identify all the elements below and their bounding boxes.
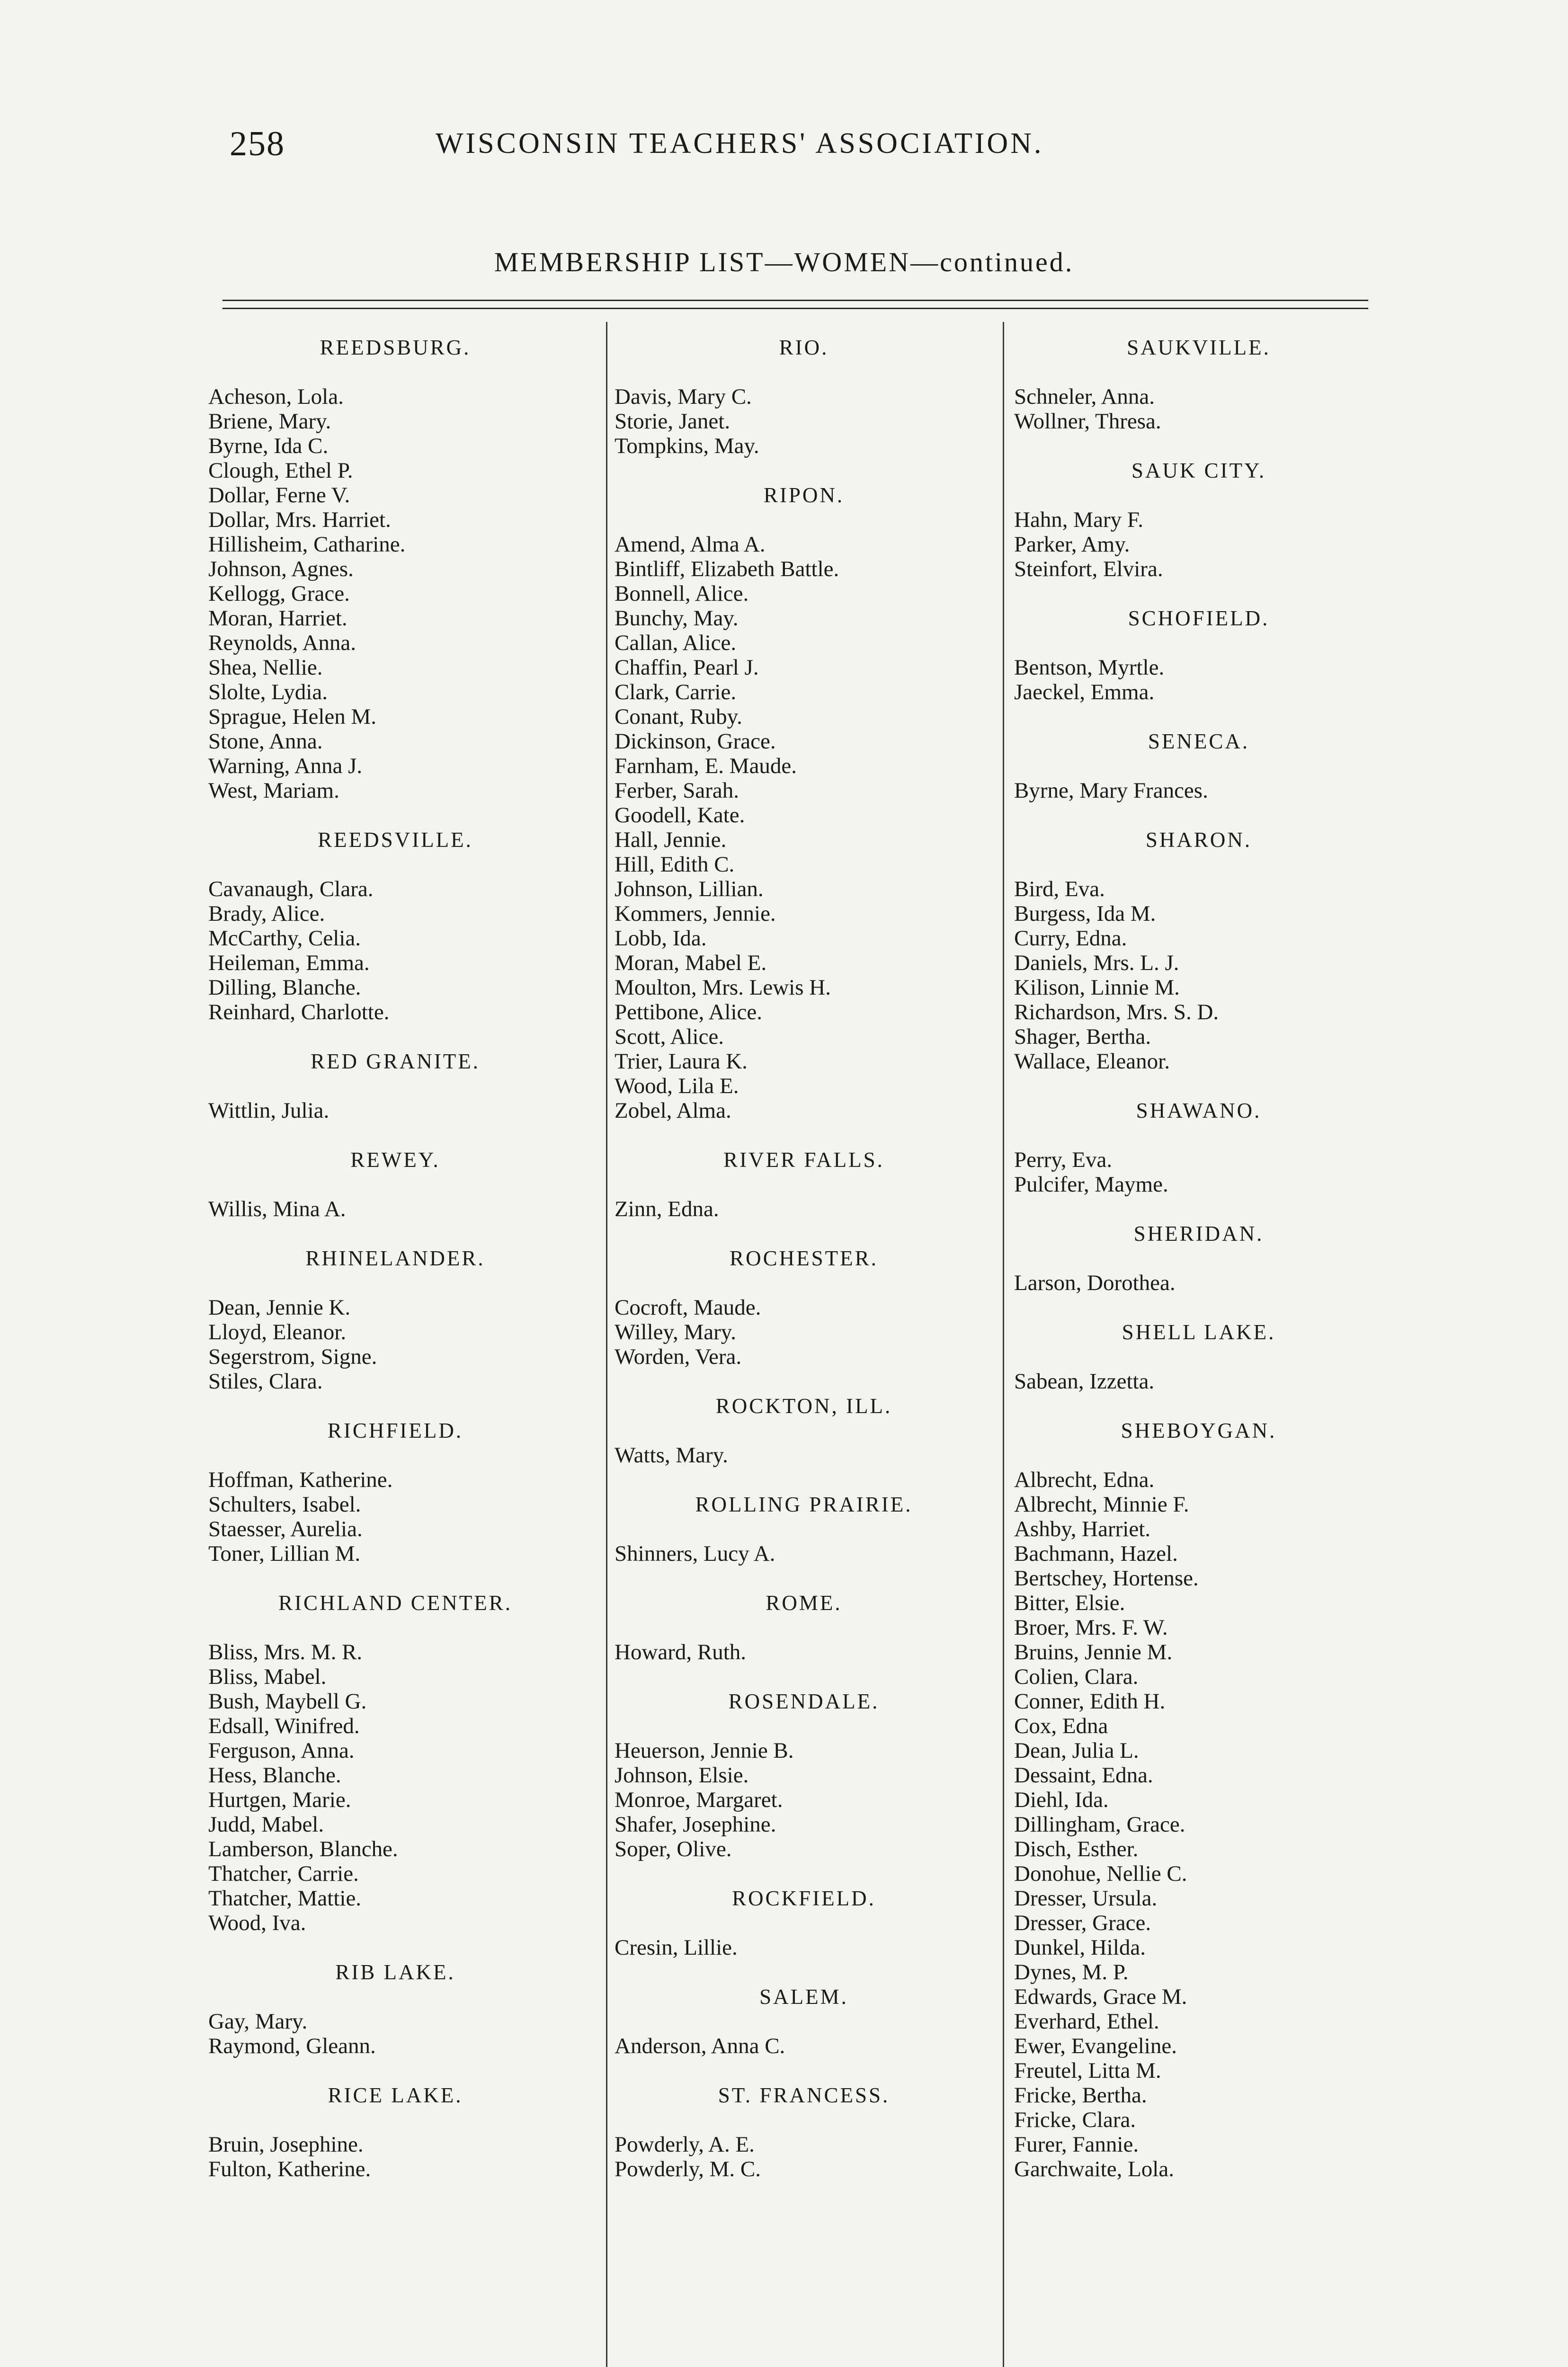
town-section (208, 335, 582, 803)
member-name: Willis, Mina A. (208, 1197, 346, 1221)
town-heading: RICE LAKE. (328, 2083, 463, 2107)
member-name: McCarthy, Celia. (208, 926, 361, 951)
member-name: Cavanaugh, Clara. (208, 877, 374, 901)
town-heading: ROCKTON, ILL. (715, 1394, 892, 1418)
town-heading: SCHOFIELD. (1128, 606, 1270, 630)
member-name: Dollar, Ferne V. (208, 483, 350, 507)
member-name: Dresser, Ursula. (1014, 1886, 1158, 1911)
town-heading: RICHLAND CENTER. (278, 1591, 512, 1615)
town-heading: RED GRANITE. (311, 1050, 480, 1073)
member-name: Worden, Vera. (615, 1344, 742, 1369)
town-section (1014, 1320, 1383, 1394)
town-section (208, 1418, 582, 1566)
member-name: Judd, Mabel. (208, 1812, 324, 1837)
town-heading: RIVER FALLS. (723, 1148, 884, 1172)
member-name: Powderly, M. C. (615, 2157, 761, 2181)
member-name: Ferguson, Anna. (208, 1738, 355, 1763)
member-name: Dollar, Mrs. Harriet. (208, 507, 391, 532)
town-section (1014, 828, 1383, 1074)
member-name: Heuerson, Jennie B. (615, 1738, 794, 1763)
member-name: Howard, Ruth. (615, 1640, 747, 1664)
town-section (1014, 729, 1383, 803)
member-name: Bliss, Mabel. (208, 1664, 327, 1689)
town-heading: SHELL LAKE. (1122, 1320, 1276, 1344)
member-name: Slolte, Lydia. (208, 680, 328, 704)
member-name: Toner, Lillian M. (208, 1541, 361, 1566)
member-name: Edwards, Grace M. (1014, 1984, 1187, 2009)
member-name: Fricke, Bertha. (1014, 2083, 1147, 2108)
member-name: Pettibone, Alice. (615, 1000, 762, 1024)
member-name: Powderly, A. E. (615, 2132, 755, 2157)
member-name: Sabean, Izzetta. (1014, 1369, 1155, 1394)
member-name: Anderson, Anna C. (615, 2034, 785, 2058)
member-name: Moulton, Mrs. Lewis H. (615, 975, 831, 1000)
town-heading: RICHFIELD. (327, 1419, 463, 1442)
member-name: Furer, Fannie. (1014, 2132, 1139, 2157)
member-name: Storie, Janet. (615, 409, 731, 434)
member-name: Lloyd, Eleanor. (208, 1320, 347, 1344)
town-section (208, 828, 582, 1024)
town-heading: ROCKFIELD. (732, 1886, 876, 1910)
town-section (615, 1246, 993, 1369)
member-name: Wood, Iva. (208, 1911, 306, 1935)
town-section (1014, 606, 1383, 704)
member-name: Lamberson, Blanche. (208, 1837, 398, 1861)
town-heading: RHINELANDER. (305, 1246, 485, 1270)
member-name: Reinhard, Charlotte. (208, 1000, 390, 1024)
member-name: Reynolds, Anna. (208, 631, 356, 655)
member-name: Bentson, Myrtle. (1014, 655, 1165, 680)
town-heading: RIB LAKE. (335, 1960, 455, 1984)
member-name: Briene, Mary. (208, 409, 331, 434)
member-name: Daniels, Mrs. L. J. (1014, 951, 1179, 975)
town-heading: SAUK CITY. (1131, 459, 1266, 482)
member-name: Bruins, Jennie M. (1014, 1640, 1173, 1664)
member-name: Byrne, Ida C. (208, 434, 329, 458)
member-name: Jaeckel, Emma. (1014, 680, 1155, 704)
member-name: Zinn, Edna. (615, 1197, 719, 1221)
member-name: Bonnell, Alice. (615, 581, 749, 606)
member-name: Heileman, Emma. (208, 951, 370, 975)
member-name: Conant, Ruby. (615, 704, 742, 729)
member-name: Johnson, Elsie. (615, 1763, 749, 1788)
town-heading: RIPON. (763, 483, 845, 507)
member-name: Callan, Alice. (615, 631, 737, 655)
member-name: Albrecht, Edna. (1014, 1468, 1155, 1492)
town-section (615, 483, 993, 1123)
member-name: Acheson, Lola. (208, 384, 344, 409)
member-name: Dresser, Grace. (1014, 1911, 1151, 1935)
column-2 (615, 335, 993, 2206)
town-heading: ROSENDALE. (728, 1690, 880, 1713)
member-name: Kommers, Jennie. (615, 901, 776, 926)
member-name: Bintliff, Elizabeth Battle. (615, 557, 839, 581)
member-name: Bachmann, Hazel. (1014, 1541, 1178, 1566)
town-section (615, 1984, 993, 2058)
heading-rule-lower (223, 308, 1368, 309)
member-name: Cocroft, Maude. (615, 1295, 761, 1320)
town-heading: ROME. (766, 1591, 842, 1615)
member-name: Stone, Anna. (208, 729, 323, 754)
member-name: Gay, Mary. (208, 2009, 308, 2034)
town-section (615, 1591, 993, 1664)
member-name: Schneler, Anna. (1014, 384, 1155, 409)
member-name: Chaffin, Pearl J. (615, 655, 759, 680)
town-section (208, 1246, 582, 1394)
member-name: Cox, Edna (1014, 1714, 1108, 1738)
member-name: Clark, Carrie. (615, 680, 737, 704)
member-name: Bertschey, Hortense. (1014, 1566, 1199, 1591)
town-heading: SENECA. (1148, 730, 1250, 753)
member-name: Larson, Dorothea. (1014, 1271, 1176, 1295)
town-heading: REWEY. (350, 1148, 440, 1172)
town-section (208, 2083, 582, 2181)
member-name: Wollner, Thresa. (1014, 409, 1161, 434)
member-name: Hess, Blanche. (208, 1763, 341, 1788)
column-1 (208, 335, 582, 2206)
town-heading: SHAWANO. (1136, 1099, 1262, 1122)
town-heading: SHERIDAN. (1133, 1222, 1264, 1246)
member-name: Ashby, Harriet. (1014, 1517, 1151, 1541)
member-name: Freutel, Litta M. (1014, 2058, 1161, 2083)
member-name: Wood, Lila E. (615, 1074, 739, 1098)
member-name: Diehl, Ida. (1014, 1788, 1109, 1812)
member-name: Bush, Maybell G. (208, 1689, 367, 1714)
town-section (615, 1492, 993, 1566)
member-name: Wallace, Eleanor. (1014, 1049, 1170, 1074)
member-name: Soper, Olive. (615, 1837, 732, 1861)
member-name: Zobel, Alma. (615, 1098, 731, 1123)
member-name: Thatcher, Mattie. (208, 1886, 362, 1911)
member-name: Monroe, Margaret. (615, 1788, 783, 1812)
town-section (208, 1148, 582, 1221)
member-name: Johnson, Lillian. (615, 877, 764, 901)
member-name: Bitter, Elsie. (1014, 1591, 1125, 1615)
member-name: Schulters, Isabel. (208, 1492, 361, 1517)
member-name: Goodell, Kate. (615, 803, 745, 828)
member-name: Hoffman, Katherine. (208, 1468, 393, 1492)
column-3 (1014, 335, 1383, 2206)
member-name: Wittlin, Julia. (208, 1098, 330, 1123)
member-name: Colien, Clara. (1014, 1664, 1139, 1689)
member-name: Bruin, Josephine. (208, 2132, 364, 2157)
column-divider-right (1003, 322, 1004, 2367)
member-name: Ewer, Evangeline. (1014, 2034, 1177, 2058)
member-name: Byrne, Mary Frances. (1014, 778, 1208, 803)
member-name: Moran, Harriet. (208, 606, 347, 631)
member-name: Dillingham, Grace. (1014, 1812, 1185, 1837)
town-heading: SHARON. (1145, 828, 1252, 852)
member-name: Edsall, Winifred. (208, 1714, 360, 1738)
member-name: Thatcher, Carrie. (208, 1861, 359, 1886)
member-name: Shinners, Lucy A. (615, 1541, 775, 1566)
member-name: Conner, Edith H. (1014, 1689, 1166, 1714)
town-section (615, 2083, 993, 2181)
heading-rule-upper (223, 300, 1368, 301)
member-name: Sprague, Helen M. (208, 704, 377, 729)
town-heading: ROCHESTER. (730, 1246, 878, 1270)
page-number: 258 (230, 125, 285, 163)
member-name: Steinfort, Elvira. (1014, 557, 1163, 581)
member-name: Fricke, Clara. (1014, 2108, 1136, 2132)
town-section (615, 1394, 993, 1468)
member-name: Broer, Mrs. F. W. (1014, 1615, 1168, 1640)
town-section (615, 1886, 993, 1960)
town-heading: RIO. (779, 336, 829, 359)
member-name: Dickinson, Grace. (615, 729, 776, 754)
town-heading: REEDSVILLE. (318, 828, 473, 852)
member-name: Parker, Amy. (1014, 532, 1130, 557)
town-section (1014, 335, 1383, 434)
member-name: Farnham, E. Maude. (615, 754, 797, 778)
member-name: Pulcifer, Mayme. (1014, 1172, 1168, 1197)
member-name: Ferber, Sarah. (615, 778, 739, 803)
member-name: Richardson, Mrs. S. D. (1014, 1000, 1219, 1024)
town-section (208, 1591, 582, 1935)
member-name: Hurtgen, Marie. (208, 1788, 351, 1812)
member-name: Cresin, Lillie. (615, 1935, 738, 1960)
town-heading: SAUKVILLE. (1127, 336, 1271, 359)
member-name: Burgess, Ida M. (1014, 901, 1156, 926)
town-section (1014, 1098, 1383, 1197)
member-name: Fulton, Katherine. (208, 2157, 371, 2181)
member-name: Disch, Esther. (1014, 1837, 1139, 1861)
member-name: Willey, Mary. (615, 1320, 736, 1344)
town-heading: SHEBOYGAN. (1121, 1419, 1277, 1442)
member-name: Dessaint, Edna. (1014, 1763, 1153, 1788)
member-name: Hillisheim, Catharine. (208, 532, 406, 557)
town-section (615, 335, 993, 458)
town-heading: ST. FRANCESS. (718, 2083, 890, 2107)
town-section (1014, 458, 1383, 581)
member-name: Lobb, Ida. (615, 926, 707, 951)
town-section (615, 1689, 993, 1861)
member-name: Curry, Edna. (1014, 926, 1127, 951)
member-name: Johnson, Agnes. (208, 557, 354, 581)
running-head: WISCONSIN TEACHERS' ASSOCIATION. (436, 127, 1044, 160)
member-name: Davis, Mary C. (615, 384, 752, 409)
member-name: Warning, Anna J. (208, 754, 363, 778)
member-name: Shager, Bertha. (1014, 1024, 1151, 1049)
member-name: Bunchy, May. (615, 606, 739, 631)
member-name: Perry, Eva. (1014, 1148, 1113, 1172)
town-section (208, 1960, 582, 2058)
member-name: Bird, Eva. (1014, 877, 1105, 901)
member-name: Hall, Jennie. (615, 828, 727, 852)
member-name: Watts, Mary. (615, 1443, 728, 1468)
member-name: Garchwaite, Lola. (1014, 2157, 1174, 2181)
member-name: Hill, Edith C. (615, 852, 735, 877)
member-name: Scott, Alice. (615, 1024, 724, 1049)
column-divider-left (606, 322, 607, 2367)
member-name: Amend, Alma A. (615, 532, 766, 557)
member-name: Segerstrom, Signe. (208, 1344, 377, 1369)
town-heading: ROLLING PRAIRIE. (695, 1493, 913, 1516)
town-heading: REEDSBURG. (320, 336, 471, 359)
town-section (1014, 1418, 1383, 2181)
member-name: Dunkel, Hilda. (1014, 1935, 1146, 1960)
town-section (615, 1148, 993, 1221)
member-name: Dilling, Blanche. (208, 975, 361, 1000)
member-name: Shea, Nellie. (208, 655, 323, 680)
member-name: Bliss, Mrs. M. R. (208, 1640, 363, 1664)
town-heading: SALEM. (759, 1985, 848, 2009)
member-name: Hahn, Mary F. (1014, 507, 1143, 532)
member-name: Donohue, Nellie C. (1014, 1861, 1187, 1886)
member-name: Albrecht, Minnie F. (1014, 1492, 1189, 1517)
member-name: Kellogg, Grace. (208, 581, 350, 606)
member-name: Kilison, Linnie M. (1014, 975, 1180, 1000)
member-name: Dean, Julia L. (1014, 1738, 1139, 1763)
member-name: Staesser, Aurelia. (208, 1517, 363, 1541)
member-name: Dynes, M. P. (1014, 1960, 1129, 1984)
member-name: Clough, Ethel P. (208, 458, 353, 483)
town-section (1014, 1221, 1383, 1295)
member-name: Brady, Alice. (208, 901, 325, 926)
member-name: West, Mariam. (208, 778, 339, 803)
member-name: Everhard, Ethel. (1014, 2009, 1159, 2034)
member-name: Raymond, Gleann. (208, 2034, 376, 2058)
member-name: Dean, Jennie K. (208, 1295, 351, 1320)
member-name: Stiles, Clara. (208, 1369, 323, 1394)
member-name: Shafer, Josephine. (615, 1812, 776, 1837)
member-name: Trier, Laura K. (615, 1049, 748, 1074)
member-name: Moran, Mabel E. (615, 951, 767, 975)
town-section (208, 1049, 582, 1123)
list-heading: MEMBERSHIP LIST—WOMEN—continued. (494, 247, 1074, 277)
member-name: Tompkins, May. (615, 434, 759, 458)
